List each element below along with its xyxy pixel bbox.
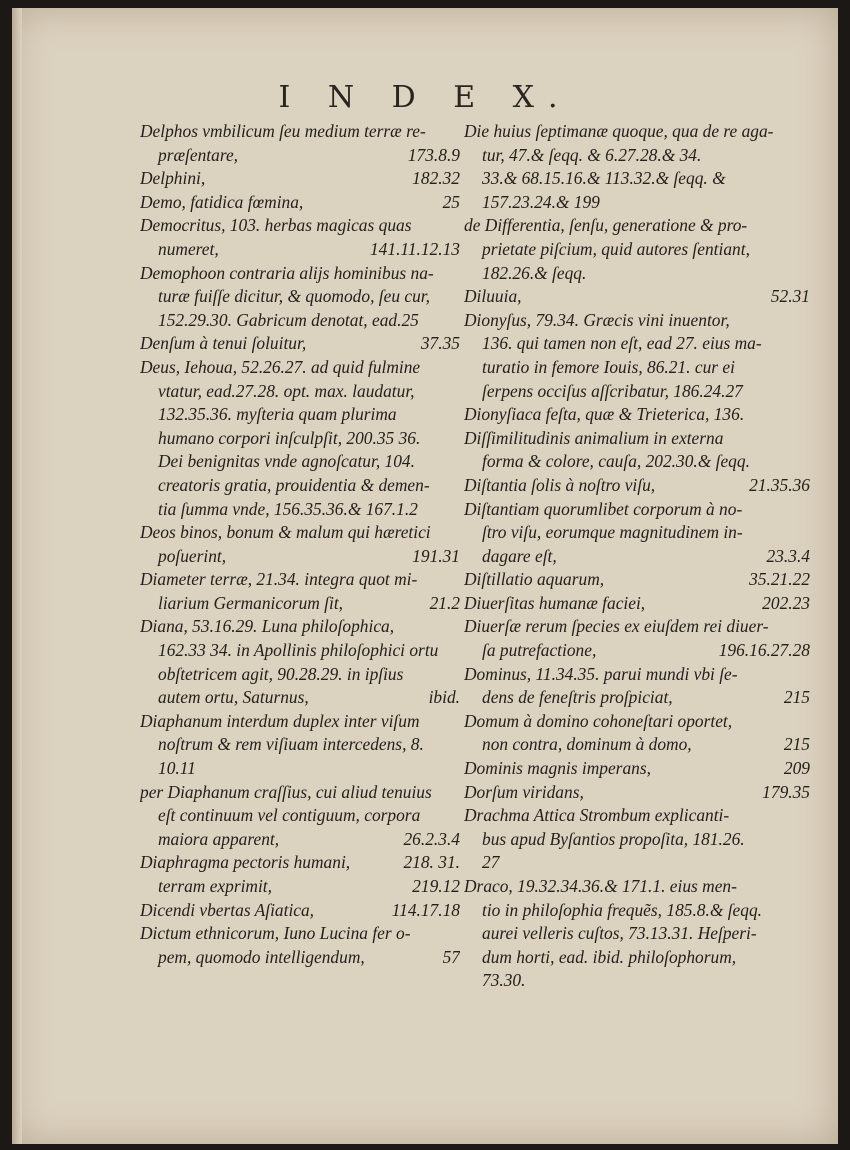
index-entry-line (140, 144, 460, 168)
entry-text: Dorſum viridans, (464, 781, 584, 802)
entry-text: Deus, Iehoua, 52.26.27. ad quid fulmine (140, 356, 421, 377)
entry-text: maiora apparent, (158, 828, 280, 849)
entry-text: Delphos vmbilicum ſeu medium terræ re- (140, 121, 426, 141)
index-entry-line (464, 969, 810, 993)
entry-text: ſtro viſu, eorumque magnitudinem in- (482, 522, 743, 543)
index-entry-line (140, 922, 460, 946)
index-entry-line (140, 332, 460, 356)
index-entry-line (140, 191, 460, 215)
entry-text: liarium Germanicorum ſit, (158, 592, 344, 613)
entry-text: terram exprimit, (158, 876, 272, 896)
index-entry-line (140, 380, 460, 404)
entry-text: 152.29.30. Gabricum denotat, ead.25 (158, 309, 419, 330)
index-entry-line (140, 851, 460, 875)
page-reference: 35.21.22 (749, 569, 810, 590)
entry-text: humano corpori inſculpſit, 200.35 36. (158, 427, 421, 448)
index-entry-line (464, 710, 810, 734)
entry-text: obſtetricem agit, 90.28.29. in ipſius (158, 663, 404, 684)
page-reference: 202.23 (762, 592, 810, 613)
entry-text: Diana, 53.16.29. Luna philoſophica, (140, 616, 395, 637)
index-entry-line (464, 922, 810, 946)
entry-text: tur, 47.& ſeqq. & 6.27.28.& 34. (482, 144, 702, 165)
entry-text: Diſtantiam quorumlibet corporum à no- (464, 498, 743, 519)
index-entry-line (464, 332, 810, 356)
entry-text: poſuerint, (158, 545, 227, 566)
index-entry-line (464, 568, 810, 592)
index-entry-line (464, 592, 810, 616)
index-entry-line (140, 450, 460, 474)
entry-text: de Differentia, ſenſu, generatione & pro- (464, 215, 748, 236)
entry-text: Diaphanum interdum duplex inter viſum (140, 710, 420, 731)
index-entry-line (140, 710, 460, 734)
entry-text: forma & colore, cauſa, 202.30.& ſeqq. (482, 451, 750, 472)
entry-text: Demophoon contraria alijs hominibus na- (140, 262, 434, 283)
index-entry-line (140, 120, 460, 144)
entry-text: Democritus, 103. herbas magicas quas (140, 215, 412, 236)
index-entry-line (140, 828, 460, 852)
entry-text: 10.11 (158, 758, 196, 779)
entry-text: 182.26.& ſeqq. (482, 262, 587, 283)
page-reference: 114.17.18 (391, 899, 460, 920)
entry-text: Diuerſæ rerum ſpecies ex eiuſdem rei diuer- (464, 616, 769, 637)
index-entry-line (140, 498, 460, 522)
index-entry-line (140, 262, 460, 286)
page-reference: 215 (783, 687, 810, 708)
entry-text: Dominus, 11.34.35. parui mundi vbi ſe- (464, 663, 738, 684)
index-entry-line (464, 214, 810, 238)
index-entry-line (464, 875, 810, 899)
index-entry-line (464, 781, 810, 805)
page-reference: 182.32 (412, 168, 460, 189)
index-entry-line (140, 875, 460, 899)
index-entry-line (140, 639, 460, 663)
index-entry-line (464, 851, 810, 875)
index-entry-line (140, 663, 460, 687)
entry-text: bus apud Byſantios propoſita, 181.26. (482, 828, 745, 849)
page-reference: 173.8.9 (407, 144, 460, 165)
index-entry-line (464, 450, 810, 474)
index-entry-line (464, 262, 810, 286)
page-reference: 37.35 (420, 333, 460, 354)
entry-text: tio in philoſophia frequẽs, 185.8.& ſeqq. (482, 899, 763, 920)
index-entry-line (464, 285, 810, 309)
page-reference: 196.16.27.28 (718, 640, 810, 661)
entry-text: Diaphragma pectoris humani, (140, 852, 351, 873)
entry-text: aurei velleris cuſtos, 73.13.31. Heſperi- (482, 923, 757, 944)
entry-text: ſa putrefactione, (482, 640, 597, 661)
index-entry-line (464, 804, 810, 828)
entry-text: Draco, 19.32.34.36.& 171.1. eius men- (464, 876, 737, 896)
index-entry-line (464, 191, 810, 215)
entry-text: 136. qui tamen non eſt, ead 27. eius ma- (482, 333, 762, 354)
index-entry-line (464, 686, 810, 710)
page-reference: ibid. (428, 687, 460, 708)
entry-text: Diuerſitas humanæ faciei, (464, 592, 646, 613)
page-reference: 57 (442, 946, 460, 967)
index-entry-line (140, 521, 460, 545)
index-entry-line (464, 498, 810, 522)
index-entry-line (140, 946, 460, 970)
index-entry-line (464, 545, 810, 569)
page-reference: 218. 31. (403, 852, 460, 873)
index-entry-line (464, 663, 810, 687)
entry-text: ſerpens occiſus aſſcribatur, 186.24.27 (482, 380, 743, 401)
entry-text: Drachma Attica Strombum explicanti- (464, 805, 730, 826)
index-entry-line (140, 356, 460, 380)
index-entry-line (140, 474, 460, 498)
entry-text: pem, quomodo intelligendum, (158, 946, 365, 967)
page-reference: 219.12 (412, 876, 460, 896)
entry-text: Die huius ſeptimanæ quoque, qua de re aga- (464, 121, 774, 141)
page-reference: 141.11.12.13 (369, 238, 460, 259)
entry-text: numeret, (158, 238, 219, 259)
entry-text: tia ſumma vnde, 156.35.36.& 167.1.2 (158, 498, 418, 519)
entry-text: Dicendi vbertas Aſiatica, (140, 899, 315, 920)
index-column-left (140, 120, 460, 969)
entry-text: Domum à domino cohoneſtari oportet, (464, 710, 733, 731)
entry-text: 27 (482, 852, 500, 873)
page-reference: 26.2.3.4 (403, 828, 460, 849)
index-entry-line (140, 899, 460, 923)
index-entry-line (464, 639, 810, 663)
index-entry-line (464, 167, 810, 191)
entry-text: 157.23.24.& 199 (482, 191, 600, 212)
entry-text: præſentare, (158, 144, 239, 165)
index-entry-line (464, 427, 810, 451)
index-entry-line (140, 167, 460, 191)
entry-text: noſtrum & rem viſiuam intercedens, 8. (158, 734, 424, 755)
page-reference: 21.35.36 (749, 474, 810, 495)
index-entry-line (464, 757, 810, 781)
entry-text: dum horti, ead. ibid. philoſophorum, (482, 946, 737, 967)
index-entry-line (140, 427, 460, 451)
index-entry-line (464, 403, 810, 427)
entry-text: vtatur, ead.27.28. opt. max. laudatur, (158, 380, 415, 401)
entry-text: eſt continuum vel contiguum, corpora (158, 805, 421, 826)
entry-text: Delphini, (140, 168, 206, 189)
index-entry-line (140, 568, 460, 592)
index-entry-line (140, 285, 460, 309)
entry-text: Diſtantia ſolis à noſtro viſu, (464, 474, 656, 495)
index-entry-line (140, 804, 460, 828)
index-entry-line (464, 899, 810, 923)
index-entry-line (464, 946, 810, 970)
entry-text: creatoris gratia, prouidentia & demen- (158, 474, 430, 495)
entry-text: Deos binos, bonum & malum qui hæretici (140, 522, 431, 543)
entry-text: Dionyſus, 79.34. Græcis vini inuentor, (464, 309, 730, 330)
index-entry-line (464, 615, 810, 639)
entry-text: Dionyſiaca feſta, quæ & Trieterica, 136. (464, 404, 745, 425)
entry-text: autem ortu, Saturnus, (158, 687, 309, 708)
index-entry-line (140, 686, 460, 710)
entry-text: per Diaphanum craſſius, cui aliud tenuius (140, 781, 432, 802)
book-page (12, 8, 838, 1144)
entry-text: Dictum ethnicorum, Iuno Lucina fer o- (140, 923, 411, 944)
page-reference: 25 (442, 191, 460, 212)
entry-text: Diſſimilitudinis animalium in externa (464, 427, 724, 448)
index-entry-line (140, 592, 460, 616)
page-reference: 191.31 (412, 545, 460, 566)
index-entry-line (140, 545, 460, 569)
entry-text: Diſtillatio aquarum, (464, 569, 605, 590)
page-reference: 179.35 (762, 781, 810, 802)
index-entry-line (140, 214, 460, 238)
entry-text: turatio in femore Iouis, 86.21. cur ei (482, 356, 735, 377)
index-entry-line (464, 144, 810, 168)
entry-text: 73.30. (482, 970, 526, 991)
index-column-right (464, 120, 810, 993)
page-gutter-shadow (12, 8, 22, 1144)
index-entry-line (140, 733, 460, 757)
index-entry-line (140, 757, 460, 781)
entry-text: turæ fuiſſe dicitur, & quomodo, ſeu cur, (158, 286, 430, 307)
entry-text: dagare eſt, (482, 545, 557, 566)
entry-text: non contra, dominum à domo, (482, 734, 692, 755)
index-entry-line (464, 828, 810, 852)
index-entry-line (140, 781, 460, 805)
page-reference: 215 (783, 734, 810, 755)
entry-text: prietate piſcium, quid autores ſentiant, (482, 238, 750, 259)
index-entry-line (464, 120, 810, 144)
entry-text: Dominis magnis imperans, (464, 758, 651, 779)
index-entry-line (464, 733, 810, 757)
index-entry-line (464, 521, 810, 545)
entry-text: dens de feneſtris proſpiciat, (482, 687, 673, 708)
index-entry-line (140, 238, 460, 262)
entry-text: Denſum à tenui ſoluitur, (140, 333, 307, 354)
index-entry-line (464, 474, 810, 498)
index-entry-line (464, 380, 810, 404)
index-entry-line (140, 615, 460, 639)
index-entry-line (140, 403, 460, 427)
page-title: I N D E X. (278, 80, 572, 115)
entry-text: Diameter terræ, 21.34. integra quot mi- (140, 569, 418, 590)
entry-text: 162.33 34. in Apollinis philoſophici ortu (158, 640, 439, 661)
entry-text: Diluuia, (464, 286, 522, 307)
entry-text: 132.35.36. myſteria quam plurima (158, 404, 397, 425)
index-entry-line (464, 309, 810, 333)
entry-text: Dei benignitas vnde agnoſcatur, 104. (158, 451, 415, 472)
page-reference: 52.31 (770, 286, 810, 307)
index-entry-line (464, 238, 810, 262)
page-reference: 21.2 (429, 592, 460, 613)
index-entry-line (464, 356, 810, 380)
index-entry-line (140, 309, 460, 333)
page-reference: 209 (783, 758, 810, 779)
page-reference: 23.3.4 (766, 545, 810, 566)
entry-text: 33.& 68.15.16.& 113.32.& ſeqq. & (482, 168, 726, 189)
entry-text: Demo, fatidica fœmina, (140, 191, 304, 212)
